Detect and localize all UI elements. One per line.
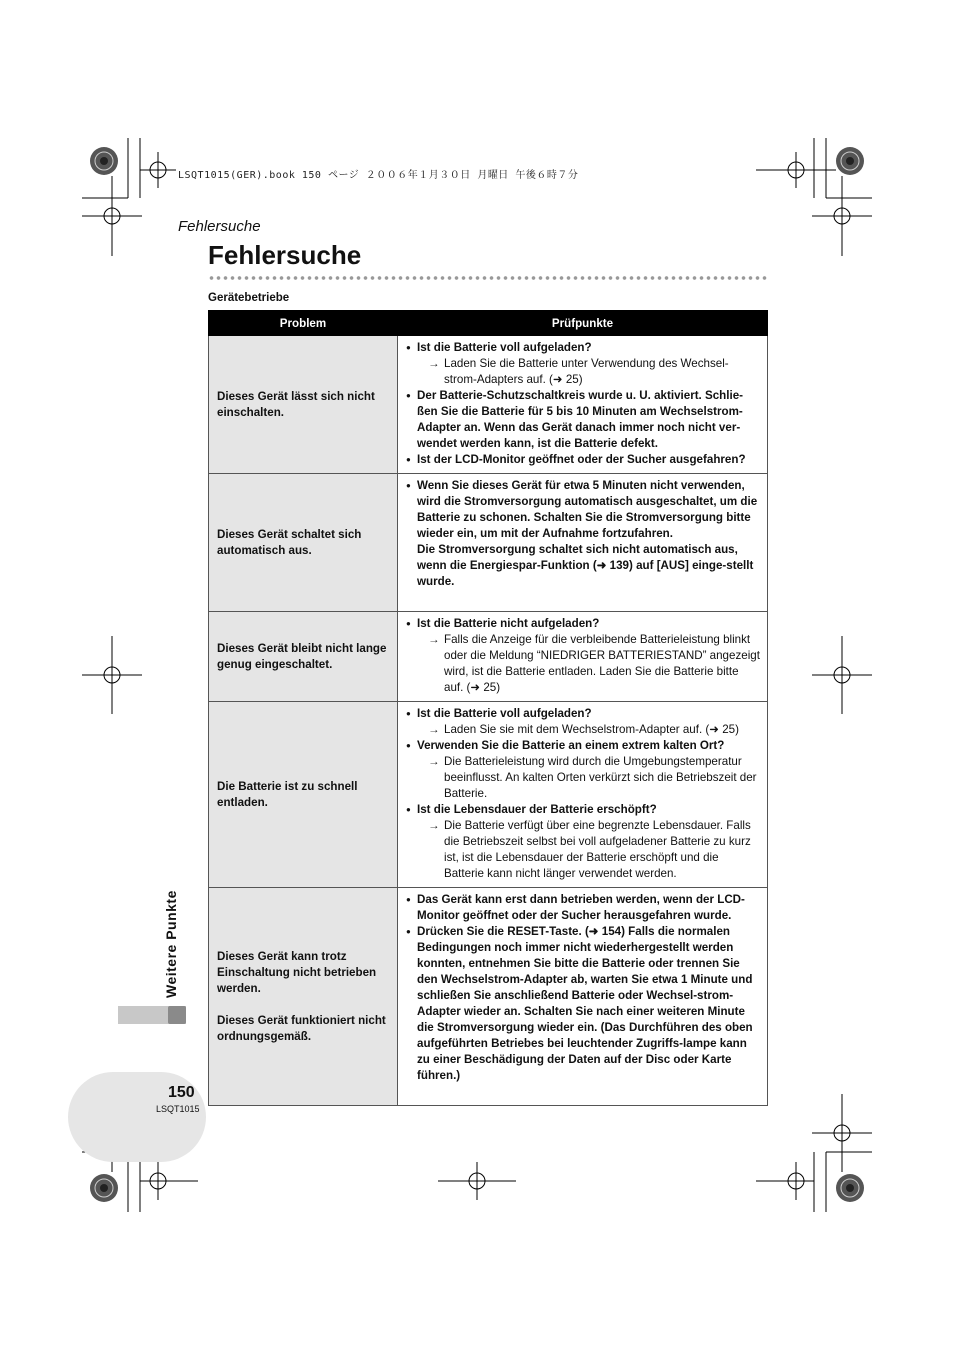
remedy-text: Laden Sie sie mit dem Wechselstrom-Adapter auf. (➜ 25) xyxy=(444,723,739,736)
checkpoint-text: Verwenden Sie die Batterie an einem extrem kalten Ort? xyxy=(417,739,725,752)
checkpoint-cell xyxy=(398,888,768,1106)
column-header-checkpoints: Prüfpunkte xyxy=(398,311,768,336)
arrow-right-icon: → xyxy=(428,723,440,736)
remedy-text: Falls die Anzeige für die verbleibende Batterieleistung blinkt oder die Meldung “NIEDRIGER BATTERIESTAND” angezeigt wird, ist die Batterie entladen. Laden Sie die Batterie bitte auf. (➜ 25) xyxy=(444,633,760,694)
checkpoint-item xyxy=(406,738,761,802)
problem-text: Dieses Gerät kann trotz Einschaltung nicht betrieben werden. xyxy=(217,949,377,995)
remedy-item xyxy=(417,356,761,388)
problem-text: Dieses Gerät lässt sich nicht einschalten. xyxy=(217,389,375,419)
column-header-problem: Problem xyxy=(209,311,398,336)
checkpoint-text: Das Gerät kann erst dann betrieben werden, wenn der LCD-Monitor geöffnet oder der Sucher herausgefahren wurde. xyxy=(417,893,745,922)
checkpoint-item xyxy=(406,802,761,882)
checkpoint-text: Ist die Lebensdauer der Batterie erschöpft? xyxy=(417,803,657,816)
page-title: Fehlersuche xyxy=(208,240,362,270)
remedy-item xyxy=(417,754,761,802)
page-code: LSQT1015 xyxy=(156,1104,200,1114)
checkpoint-cell xyxy=(398,336,768,474)
arrow-right-icon: → xyxy=(428,633,440,646)
checkpoint-text: Der Batterie-Schutzschaltkreis wurde u. U. aktiviert. Schlie-ßen Sie die Batterie für 5 bis 10 Minuten am Wechselstrom-Adapter an. Wenn das Gerät danach immer noch nicht ver-wendet werden kann, ist die Batterie defekt. xyxy=(417,389,744,450)
dotted-divider xyxy=(208,275,768,281)
problem-cell xyxy=(209,888,398,1106)
checkpoint-item xyxy=(406,616,761,696)
checkpoint-cell xyxy=(398,474,768,612)
problem-text: Dieses Gerät schaltet sich automatisch aus. xyxy=(217,527,362,557)
problem-cell xyxy=(209,702,398,888)
table-row xyxy=(209,474,768,612)
remedy-item xyxy=(417,818,761,882)
page-number: 150 xyxy=(168,1084,195,1101)
troubleshooting-table xyxy=(208,310,768,1106)
table-row xyxy=(209,702,768,888)
checkpoint-cell xyxy=(398,612,768,702)
problem-cell xyxy=(209,336,398,474)
arrow-right-icon: → xyxy=(428,357,440,370)
remedy-text: Die Batterie verfügt über eine begrenzte Lebensdauer. Falls die Betriebszeit selbst bei voll aufgeladener Batterie zu kurz ist, ist die Lebensdauer der Batterie erschöpft und die Batterie kann nicht länger verwendet werden. xyxy=(444,819,751,880)
checkpoint-item xyxy=(406,478,761,590)
arrow-right-icon: → xyxy=(428,819,440,832)
table-row xyxy=(209,336,768,474)
table-header-row xyxy=(209,311,768,336)
problem-text: Dieses Gerät bleibt nicht lange genug eingeschaltet. xyxy=(217,641,387,671)
remedy-text: Laden Sie die Batterie unter Verwendung des Wechsel-strom-Adapters auf. (➜ 25) xyxy=(444,357,729,386)
checkpoint-text: Ist der LCD-Monitor geöffnet oder der Sucher ausgefahren? xyxy=(417,453,746,466)
checkpoint-item xyxy=(406,892,761,924)
checkpoint-item xyxy=(406,924,761,1084)
table-row xyxy=(209,888,768,1106)
table-row xyxy=(209,612,768,702)
chapter-side-label: Weitere Punkte xyxy=(163,890,179,998)
problem-cell xyxy=(209,474,398,612)
problem-text: Dieses Gerät funktioniert nicht ordnungsgemäß. xyxy=(217,1013,386,1043)
checkpoint-text: Drücken Sie die RESET-Taste. (➜ 154) Falls die normalen Bedingungen noch immer nicht wiederhergestellt werden konnten, entnehmen Sie bitte die Batterie oder trennen Sie den Wechselstrom-Adapter ab, warten Sie etwa 1 Minute und schließen Sie anschließend Batterie oder Wechsel-strom-Adapter wieder an. Schalten Sie nach einer weiteren Minute die Stromversorgung wieder ein. (Das Durchführen des oben aufgeführten Betriebes bei leuchtender Zugriffs-lampe kann zu einer Beschädigung der Daten auf der Disc oder Karte führen.) xyxy=(417,925,753,1082)
problem-text: Die Batterie ist zu schnell entladen. xyxy=(217,779,358,809)
chapter-tab-marker xyxy=(168,1006,186,1024)
checkpoint-item xyxy=(406,340,761,388)
checkpoint-item xyxy=(406,388,761,452)
remedy-text: Die Batterieleistung wird durch die Umgebungstemperatur beeinflusst. An kalten Orten verkürzt sich die Betriebszeit der Batterie. xyxy=(444,755,757,800)
checkpoint-text: Ist die Batterie voll aufgeladen? xyxy=(417,707,592,720)
checkpoint-text: Wenn Sie dieses Gerät für etwa 5 Minuten nicht verwenden, wird die Stromversorgung automatisch ausgeschaltet, um die Batterie zu schonen. Schalten Sie die Stromversorgung bitte wieder ein, um mit der Aufnahme fortzufahren. Die Stromversorgung schaltet sich nicht automatisch aus, wenn die Energiespar-Funktion (➜ 139) auf [AUS] einge-stellt wurde. xyxy=(417,479,758,588)
problem-cell xyxy=(209,612,398,702)
remedy-item xyxy=(417,722,761,738)
section-kicker: Fehlersuche xyxy=(178,218,261,235)
remedy-item xyxy=(417,632,761,696)
checkpoint-cell xyxy=(398,702,768,888)
print-file-info: LSQT1015(GER).book 150 ページ ２００６年１月３０日 月曜日 午後６時７分 xyxy=(178,170,579,181)
checkpoint-item xyxy=(406,452,761,468)
checkpoint-text: Ist die Batterie voll aufgeladen? xyxy=(417,341,592,354)
arrow-right-icon: → xyxy=(428,755,440,768)
checkpoint-item xyxy=(406,706,761,738)
section-subtitle: Gerätebetriebe xyxy=(208,292,290,304)
checkpoint-text: Ist die Batterie nicht aufgeladen? xyxy=(417,617,600,630)
